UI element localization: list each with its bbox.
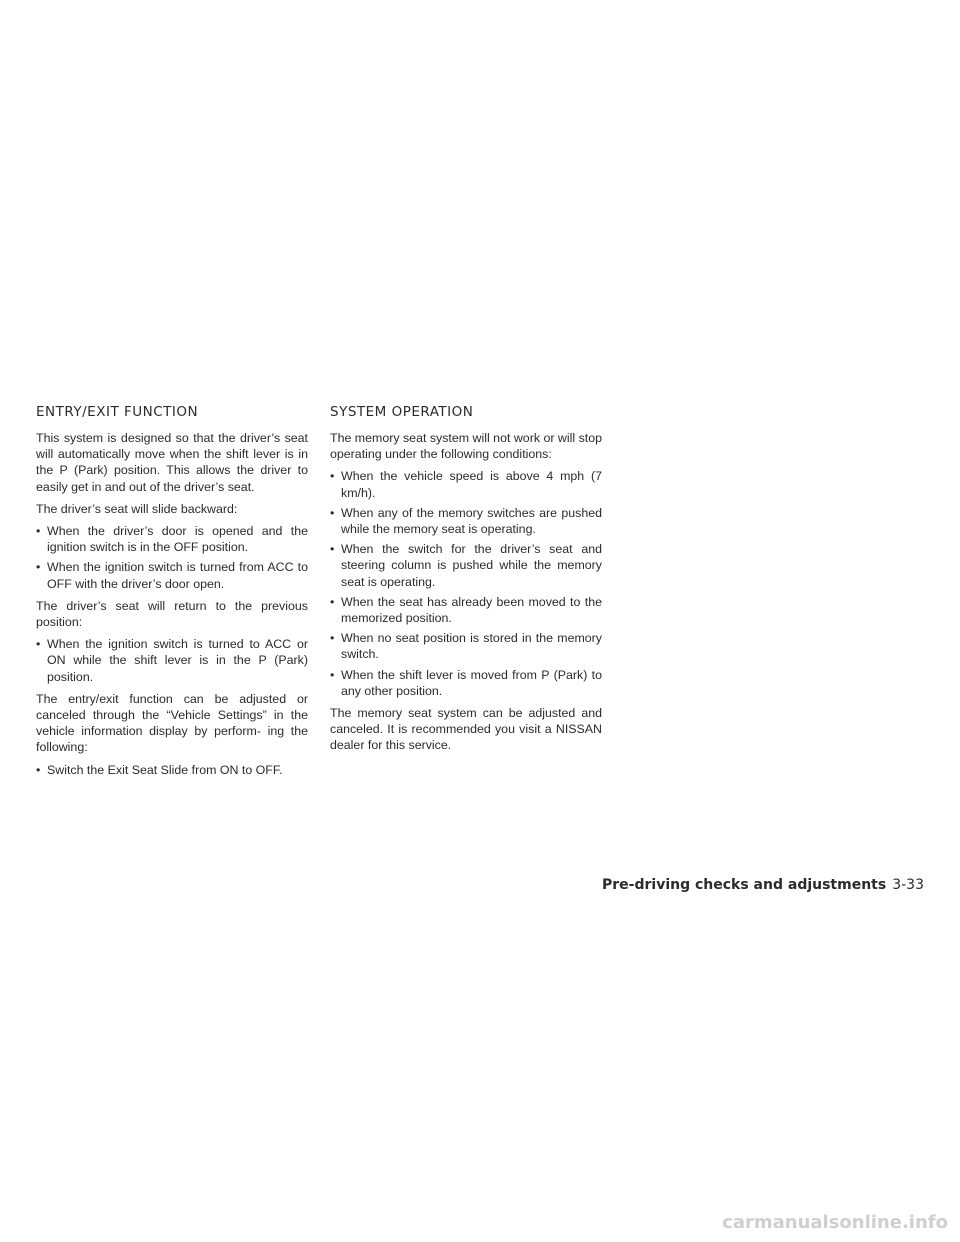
- section-title: Pre-driving checks and adjustments: [602, 877, 887, 893]
- right-column: [330, 402, 602, 760]
- list-item: • When the ignition switch is turned to ACC or ON while the shift lever is in the P (Park) position.: [36, 637, 308, 684]
- list-item: • When the shift lever is moved from P (Park) to any other position.: [330, 667, 602, 698]
- bullet-icon: •: [36, 524, 41, 539]
- bullet-icon: •: [330, 505, 335, 520]
- entry-exit-intro: This system is designed so that the driver’s seat will automatically move when the shift lever is in the P (Park) position. This allows the driver to easily get in and out of the driver’s seat.: [36, 431, 308, 494]
- bullet-icon: •: [330, 542, 335, 557]
- bullet-icon: •: [330, 631, 335, 646]
- entry-exit-heading: ENTRY/EXIT FUNCTION: [36, 404, 199, 420]
- bullet-icon: •: [330, 667, 335, 682]
- list-item: • When no seat position is stored in the memory switch.: [330, 631, 602, 662]
- bullet-icon: •: [36, 762, 41, 777]
- list-item: • When the vehicle speed is above 4 mph (7 km/h).: [330, 469, 602, 500]
- system-operation-heading: SYSTEM OPERATION: [330, 404, 474, 420]
- adjust-cancel-text: The entry/exit function can be adjusted or canceled through the “Vehicle Settings” in the vehicle information display by perform- ing the following:: [36, 691, 308, 755]
- list-item: • Switch the Exit Seat Slide from ON to OFF.: [36, 762, 283, 777]
- bullet-icon: •: [36, 637, 41, 652]
- conditions-list: [330, 468, 602, 699]
- bullet-icon: •: [36, 560, 41, 575]
- bullet-icon: •: [330, 469, 335, 484]
- return-position-text: The driver’s seat will return to the previous position:: [36, 598, 308, 630]
- list-item: • When the ignition switch is turned from ACC to OFF with the driver’s door open.: [36, 560, 308, 591]
- dealer-recommendation-text: The memory seat system can be adjusted and canceled. It is recommended you visit a NISSAN dealer for this service.: [330, 706, 602, 753]
- bullet-icon: •: [330, 594, 335, 609]
- list-item: • When any of the memory switches are pushed while the memory seat is operating.: [330, 505, 602, 537]
- slide-backward-text: The driver’s seat will slide backward:: [36, 501, 238, 516]
- left-column: [36, 402, 308, 784]
- list-item: • When the seat has already been moved to the memorized position.: [330, 594, 602, 626]
- return-position-list: [36, 636, 308, 685]
- system-operation-intro: The memory seat system will not work or will stop operating under the following conditions:: [330, 431, 602, 462]
- slide-backward-list: [36, 523, 308, 592]
- list-item: • When the driver’s door is opened and the ignition switch is in the OFF position.: [36, 524, 308, 555]
- page-footer: [560, 876, 924, 894]
- list-item: • When the switch for the driver’s seat and steering column is pushed while the memory seat is operating.: [330, 542, 602, 589]
- adjust-steps-list: [36, 762, 308, 778]
- page-number: 3-33: [892, 877, 924, 893]
- watermark: carmanualsonline.info: [722, 1212, 948, 1233]
